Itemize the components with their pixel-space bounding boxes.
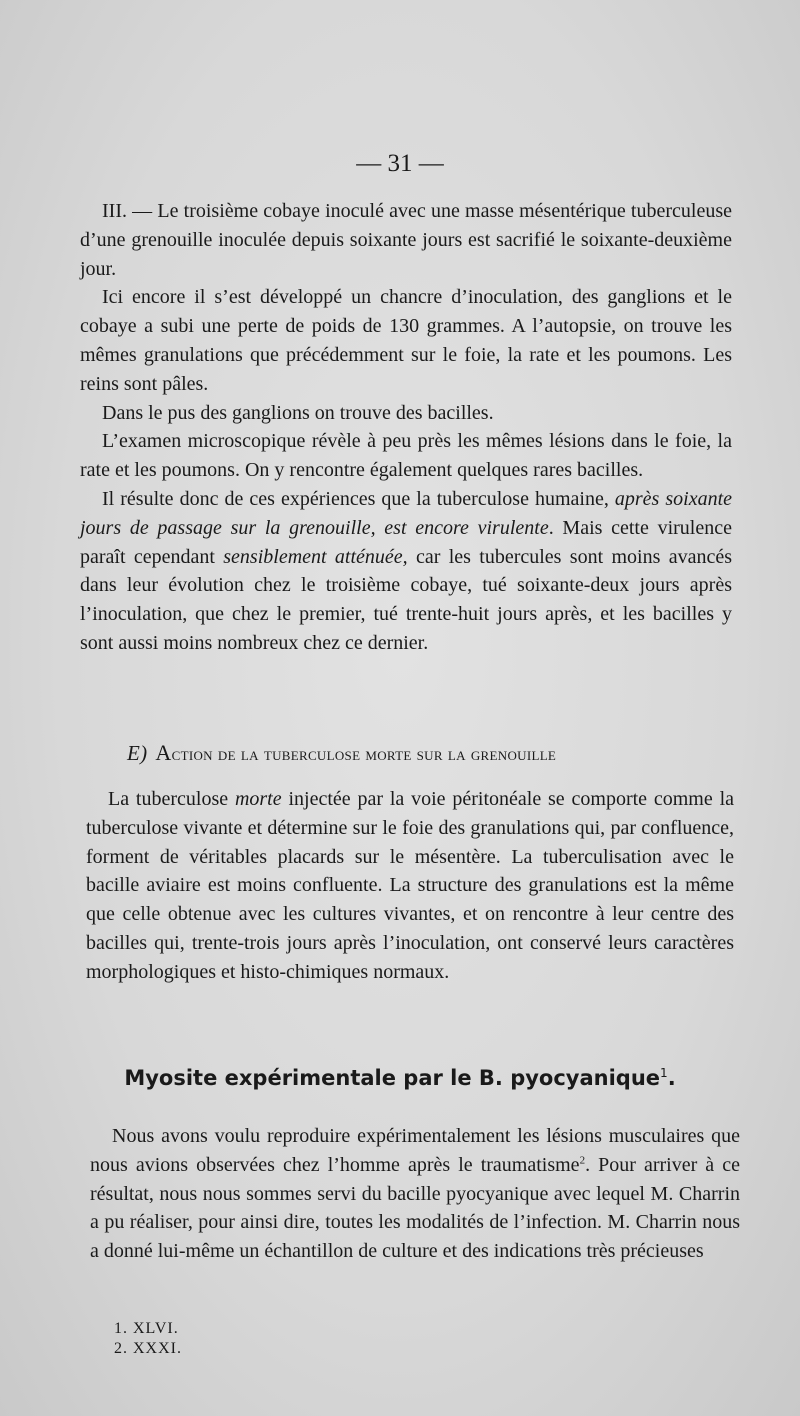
paragraph: Dans le pus des ganglions on trouve des bacilles.	[102, 401, 494, 424]
text-block-experiment-iii	[80, 197, 732, 658]
paragraph: Ici encore il s’est développé un chancre d’inoculation, des ganglions et le cobaye a subi une perte de poids de 130 grammes. A l’autopsie, on trouve les mêmes granulations que précédemment sur le foie, la rate et les poumons. Les reins sont pâles.	[80, 286, 732, 395]
emphasis: morte	[234, 788, 282, 810]
footnote: 2. XXXI.	[114, 1340, 182, 1357]
paragraph-conclusion: Il résulte donc de ces expériences que la tuberculose humaine, après soixante jours de passage sur la grenouille, est encore virulente. Mais cette virulence paraît cependant sensiblement atténuée, car les tubercules sont moins avancés dans leur évolution chez le troisième cobaye, tué soixante-deux jours après l’inoculation, que chez le premier, tué trente-huit jours après, et les bacilles y sont aussi moins nombreux chez ce dernier.	[80, 487, 732, 654]
paragraph: III. — Le troisième cobaye inoculé avec une masse mésentérique tuberculeuse d’une grenouille inoculée depuis soixante jours est sacrifié le soixante-deuxième jour.	[80, 200, 732, 280]
footnote: 1. XLVI.	[114, 1320, 179, 1337]
page-number: — 31 —	[356, 150, 444, 177]
section-letter: E)	[127, 741, 148, 765]
text-block-dead-tuberculosis	[86, 785, 734, 987]
paragraph: Nous avons voulu reproduire expérimentalement les lésions musculaires que nous avions observées chez l’homme après le traumatisme$^2$. Pour arriver à ce résultat, nous nous sommes servi du bacille pyocyanique avec lequel M. Charrin a pu réaliser, pour ainsi dire, toutes les modalités de l’infection. M. Charrin nous a donné lui-même un échantillon de culture et des indications très précieuses	[90, 1125, 740, 1263]
paragraph: L’examen microscopique révèle à peu près les mêmes lésions dans le foie, la rate et les poumons. On y rencontre également quelques rares bacilles.	[80, 430, 732, 482]
text-block-myositis	[90, 1122, 740, 1266]
footnote-ref: 2	[579, 1154, 586, 1167]
emphasis: après soixante jours de passage sur la grenouille, est encore virulente	[80, 487, 732, 539]
footnote-ref: 1	[660, 1066, 668, 1080]
emphasis: sensiblement atténuée,	[223, 545, 408, 568]
chapter-heading: Myosite expérimentale par le B. pyocyanique$^1$.	[124, 1066, 676, 1090]
paragraph: La tuberculose morte injectée par la voie péritonéale se comporte comme la tuberculose vivante et détermine sur le foie des granulations qui, par confluence, forment de véritables placards sur le mésentère. La tuberculisation avec le bacille aviaire est moins confluente. La structure des granulations est la même que celle obtenue avec les cultures vivantes, et on rencontre à leur centre des bacilles qui, trente-trois jours après l’inoculation, ont conservé leurs caractères morphologiques et histo-chimiques normaux.	[86, 788, 734, 983]
section-title	[127, 740, 747, 766]
section-title-text: ction de la tuberculose morte sur la grenouille	[171, 744, 557, 765]
section-initial: A	[155, 740, 172, 765]
